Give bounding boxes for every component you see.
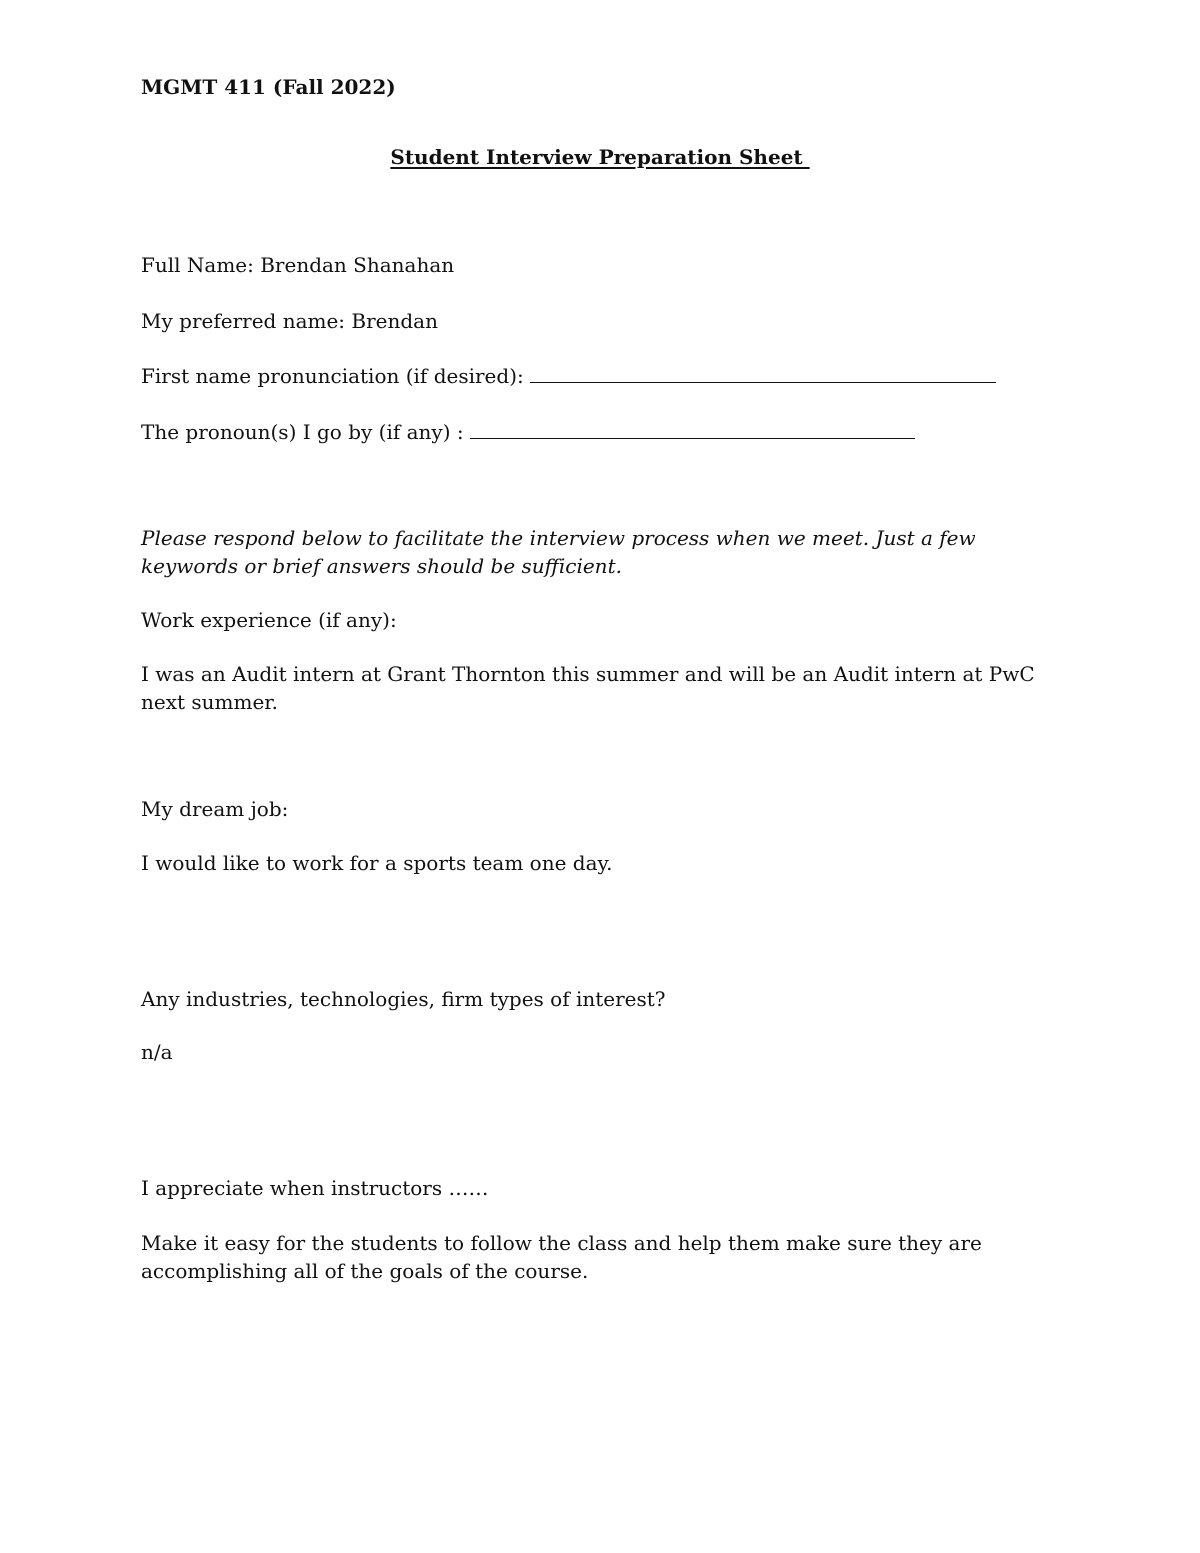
instructors-answer: Make it easy for the students to follow the class and help them make sure they are accomplishing all of the goals of the course. — [141, 1231, 982, 1283]
pronouns-line — [141, 418, 915, 446]
pronouns-blank[interactable] — [470, 420, 915, 439]
page-title-text: Student Interview Preparation Sheet — [390, 145, 810, 169]
interests-answer: n/a — [141, 1040, 173, 1064]
full-name-line: Full Name: Brendan Shanahan — [141, 253, 455, 277]
work-experience-prompt: Work experience (if any): — [141, 608, 397, 632]
instructors-prompt: I appreciate when instructors …… — [141, 1176, 489, 1200]
dream-job-answer: I would like to work for a sports team one day. — [141, 851, 613, 875]
course-heading: MGMT 411 (Fall 2022) — [141, 75, 396, 99]
instructions-paragraph: Please respond below to facilitate the interview process when we meet. Just a few keywords or brief answers should be sufficient. — [141, 526, 976, 578]
work-experience-answer: I was an Audit intern at Grant Thornton this summer and will be an Audit intern at PwC next summer. — [141, 662, 1035, 714]
pronunciation-blank[interactable] — [530, 364, 996, 383]
pronouns-label: The pronoun(s) I go by (if any) : — [141, 420, 464, 444]
interests-prompt: Any industries, technologies, firm types of interest? — [141, 987, 666, 1011]
pronunciation-line — [141, 362, 996, 390]
pronunciation-label: First name pronunciation (if desired): — [141, 364, 524, 388]
page-title — [0, 143, 1200, 171]
dream-job-prompt: My dream job: — [141, 797, 289, 821]
preferred-name-line: My preferred name: Brendan — [141, 309, 438, 333]
